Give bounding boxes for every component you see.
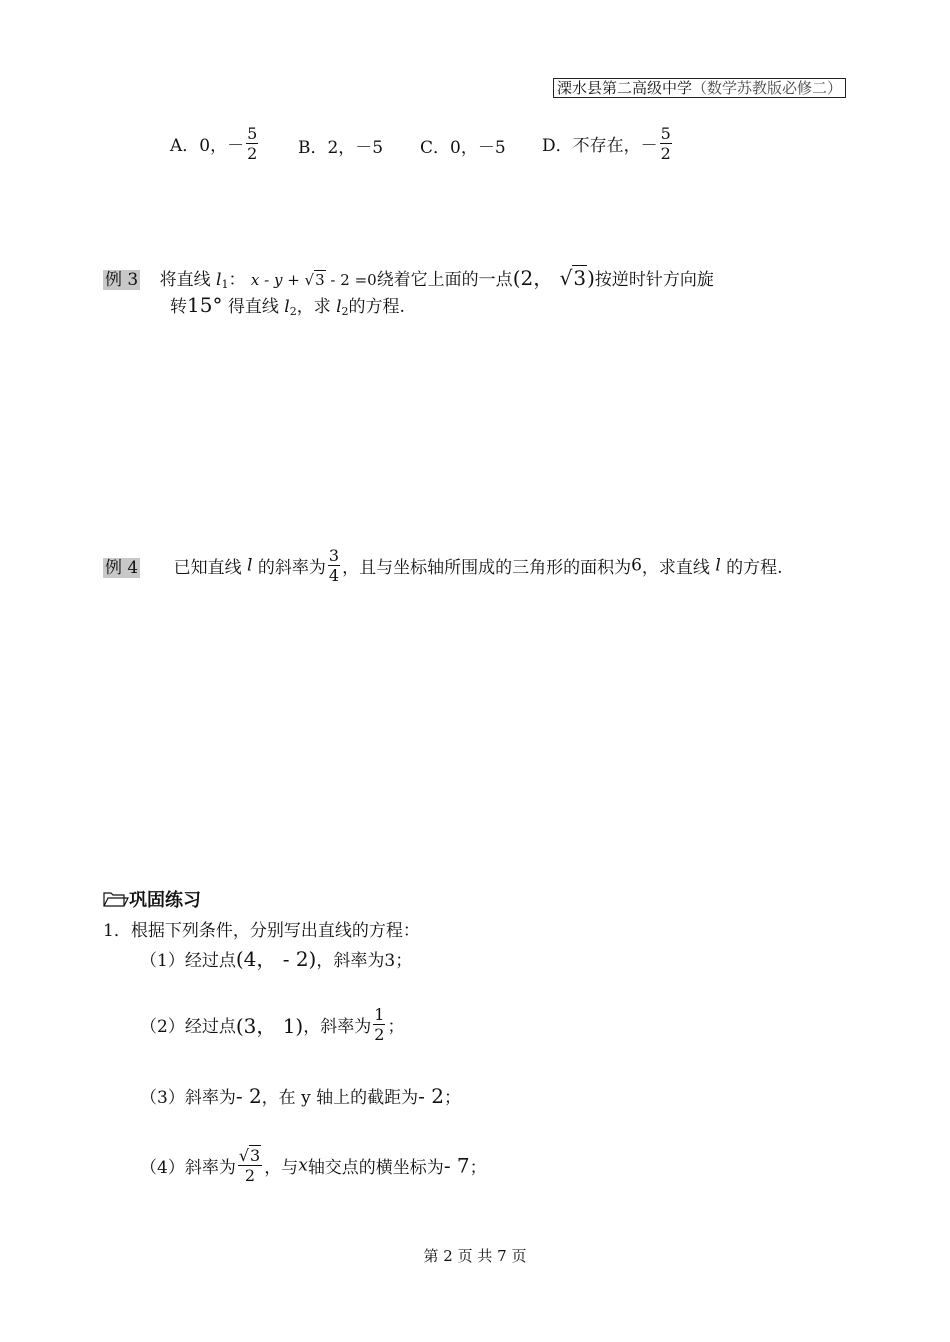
- choice-c: C．0，－5: [420, 138, 506, 158]
- example-tag: 例 4: [105, 558, 139, 578]
- example-3-line1: 例 3 将直线 $l_1$： x - y + √3 - 2 =0绕着它上面的一点(2， √3)按逆时针方向旋: [105, 266, 714, 291]
- question-1-item-2: （2）经过点(3， 1)，斜率为 $\frac{1}{2}$ ；: [140, 1005, 405, 1044]
- example-3-line2: 转15° 得直线 $l_2$，求 $l_2$的方程.: [170, 293, 405, 318]
- question-1-item-3: （3）斜率为- 2，在 y 轴上的截距为- 2；: [140, 1084, 461, 1108]
- school-name: 溧水县第二高级中学: [556, 79, 692, 97]
- choice-d: D．不存在，－ $\frac{5}{2}$: [542, 124, 671, 163]
- page-header: [553, 78, 846, 98]
- folder-icon: [103, 890, 129, 908]
- question-1-item-1: （1）经过点(4， - 2)，斜率为3；: [140, 947, 413, 971]
- slope-fraction: $\frac{1}{2}$: [374, 1005, 385, 1044]
- question-1: 1．根据下列条件，分别写出直线的方程：: [103, 921, 420, 941]
- course-name: （数学苏教版必修二）: [691, 79, 842, 97]
- slope-fraction: $\frac{√3}{2}$: [238, 1146, 261, 1185]
- equation: x - y +: [250, 271, 305, 289]
- slope-fraction: $\frac{3}{4}$: [328, 546, 340, 585]
- choice-a: A．0，－ $\frac{5}{2}$: [170, 124, 258, 163]
- practice-heading: [103, 886, 201, 912]
- fraction: $\frac{5}{2}$: [660, 124, 671, 163]
- choice-b: B．2，－5: [298, 138, 384, 158]
- example-4: 例 4 已知直线 l 的斜率为 $\frac{3}{4}$ ，且与坐标轴所围成的三角形的面积为6，求直线 l 的方程.: [105, 546, 783, 585]
- page-footer: 第 2 页 共 7 页: [423, 1247, 527, 1265]
- point: (2， √3): [512, 266, 595, 290]
- example-tag: 例 3: [105, 270, 139, 290]
- fraction: $\frac{5}{2}$: [247, 124, 258, 163]
- practice-title: 巩固练习: [129, 890, 201, 911]
- question-1-item-4: （4）斜率为 $\frac{√3}{2}$ ，与x轴交点的横坐标为- 7；: [140, 1146, 487, 1185]
